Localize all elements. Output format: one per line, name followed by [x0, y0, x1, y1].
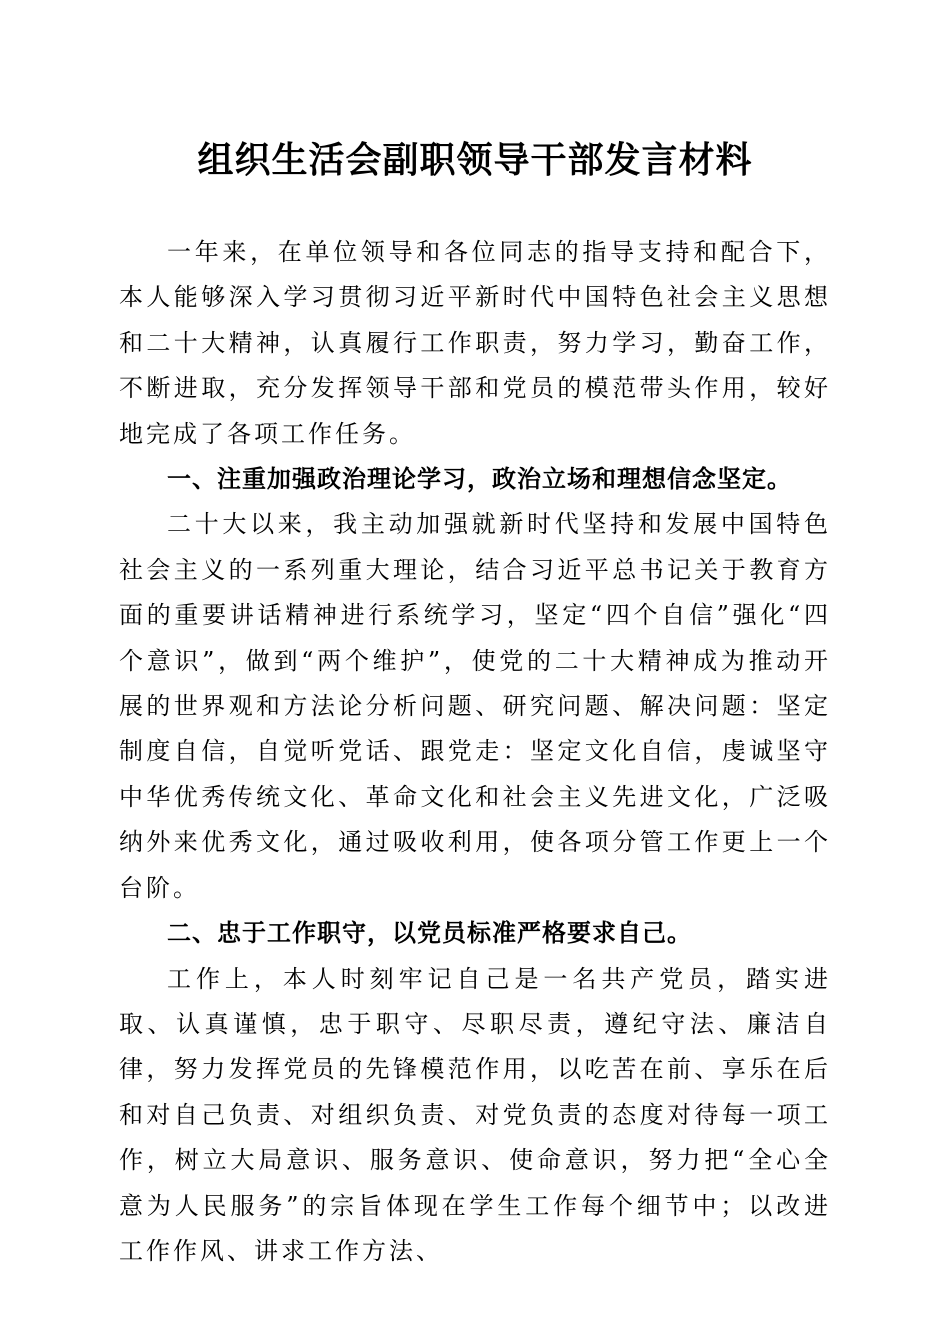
intro-paragraph: 一年来，在单位领导和各位同志的指导支持和配合下，本人能够深入学习贯彻习近平新时代中国特色社会主义思想和二十大精神，认真履行工作职责，努力学习，勤奋工作，不断进取，充分发挥领导干部和党员的模范带头作用，较好地完成了各项工作任务。 — [119, 238, 831, 448]
section-2-paragraph: 工作上，本人时刻牢记自己是一名共产党员，踏实进取、认真谨慎，忠于职守、尽职尽责，遵纪守法、廉洁自律，努力发挥党员的先锋模范作用，以吃苦在前、享乐在后和对自己负责、对组织负责、对党负责的态度对待每一项工作，树立大局意识、服务意识、使命意识，努力把“全心全意为人民服务”的宗旨体现在学生工作每个细节中；以改进工作作风、讲求工作方法、 — [119, 964, 831, 1265]
section-heading-1: 一、注重加强政治理论学习，政治立场和理想信念坚定。 — [167, 465, 792, 494]
section-1-paragraph: 二十大以来，我主动加强就新时代坚持和发展中国特色社会主义的一系列重大理论，结合习近平总书记关于教育方面的重要讲话精神进行系统学习，坚定“四个自信”强化“四个意识”，做到“两个维护”，使党的二十大精神成为推动开展的世界观和方法论分析问题、研究问题、解决问题：坚定制度自信，自觉听党话、跟党走：坚定文化自信，虔诚坚守中华优秀传统文化、革命文化和社会主义先进文化，广泛吸纳外来优秀文化，通过吸收利用，使各项分管工作更上一个台阶。 — [119, 510, 831, 902]
document-title: 组织生活会副职领导干部发言材料 — [197, 139, 753, 181]
section-heading-2: 二、忠于工作职守，以党员标准严格要求自己。 — [167, 919, 692, 948]
document-body — [119, 230, 831, 1274]
